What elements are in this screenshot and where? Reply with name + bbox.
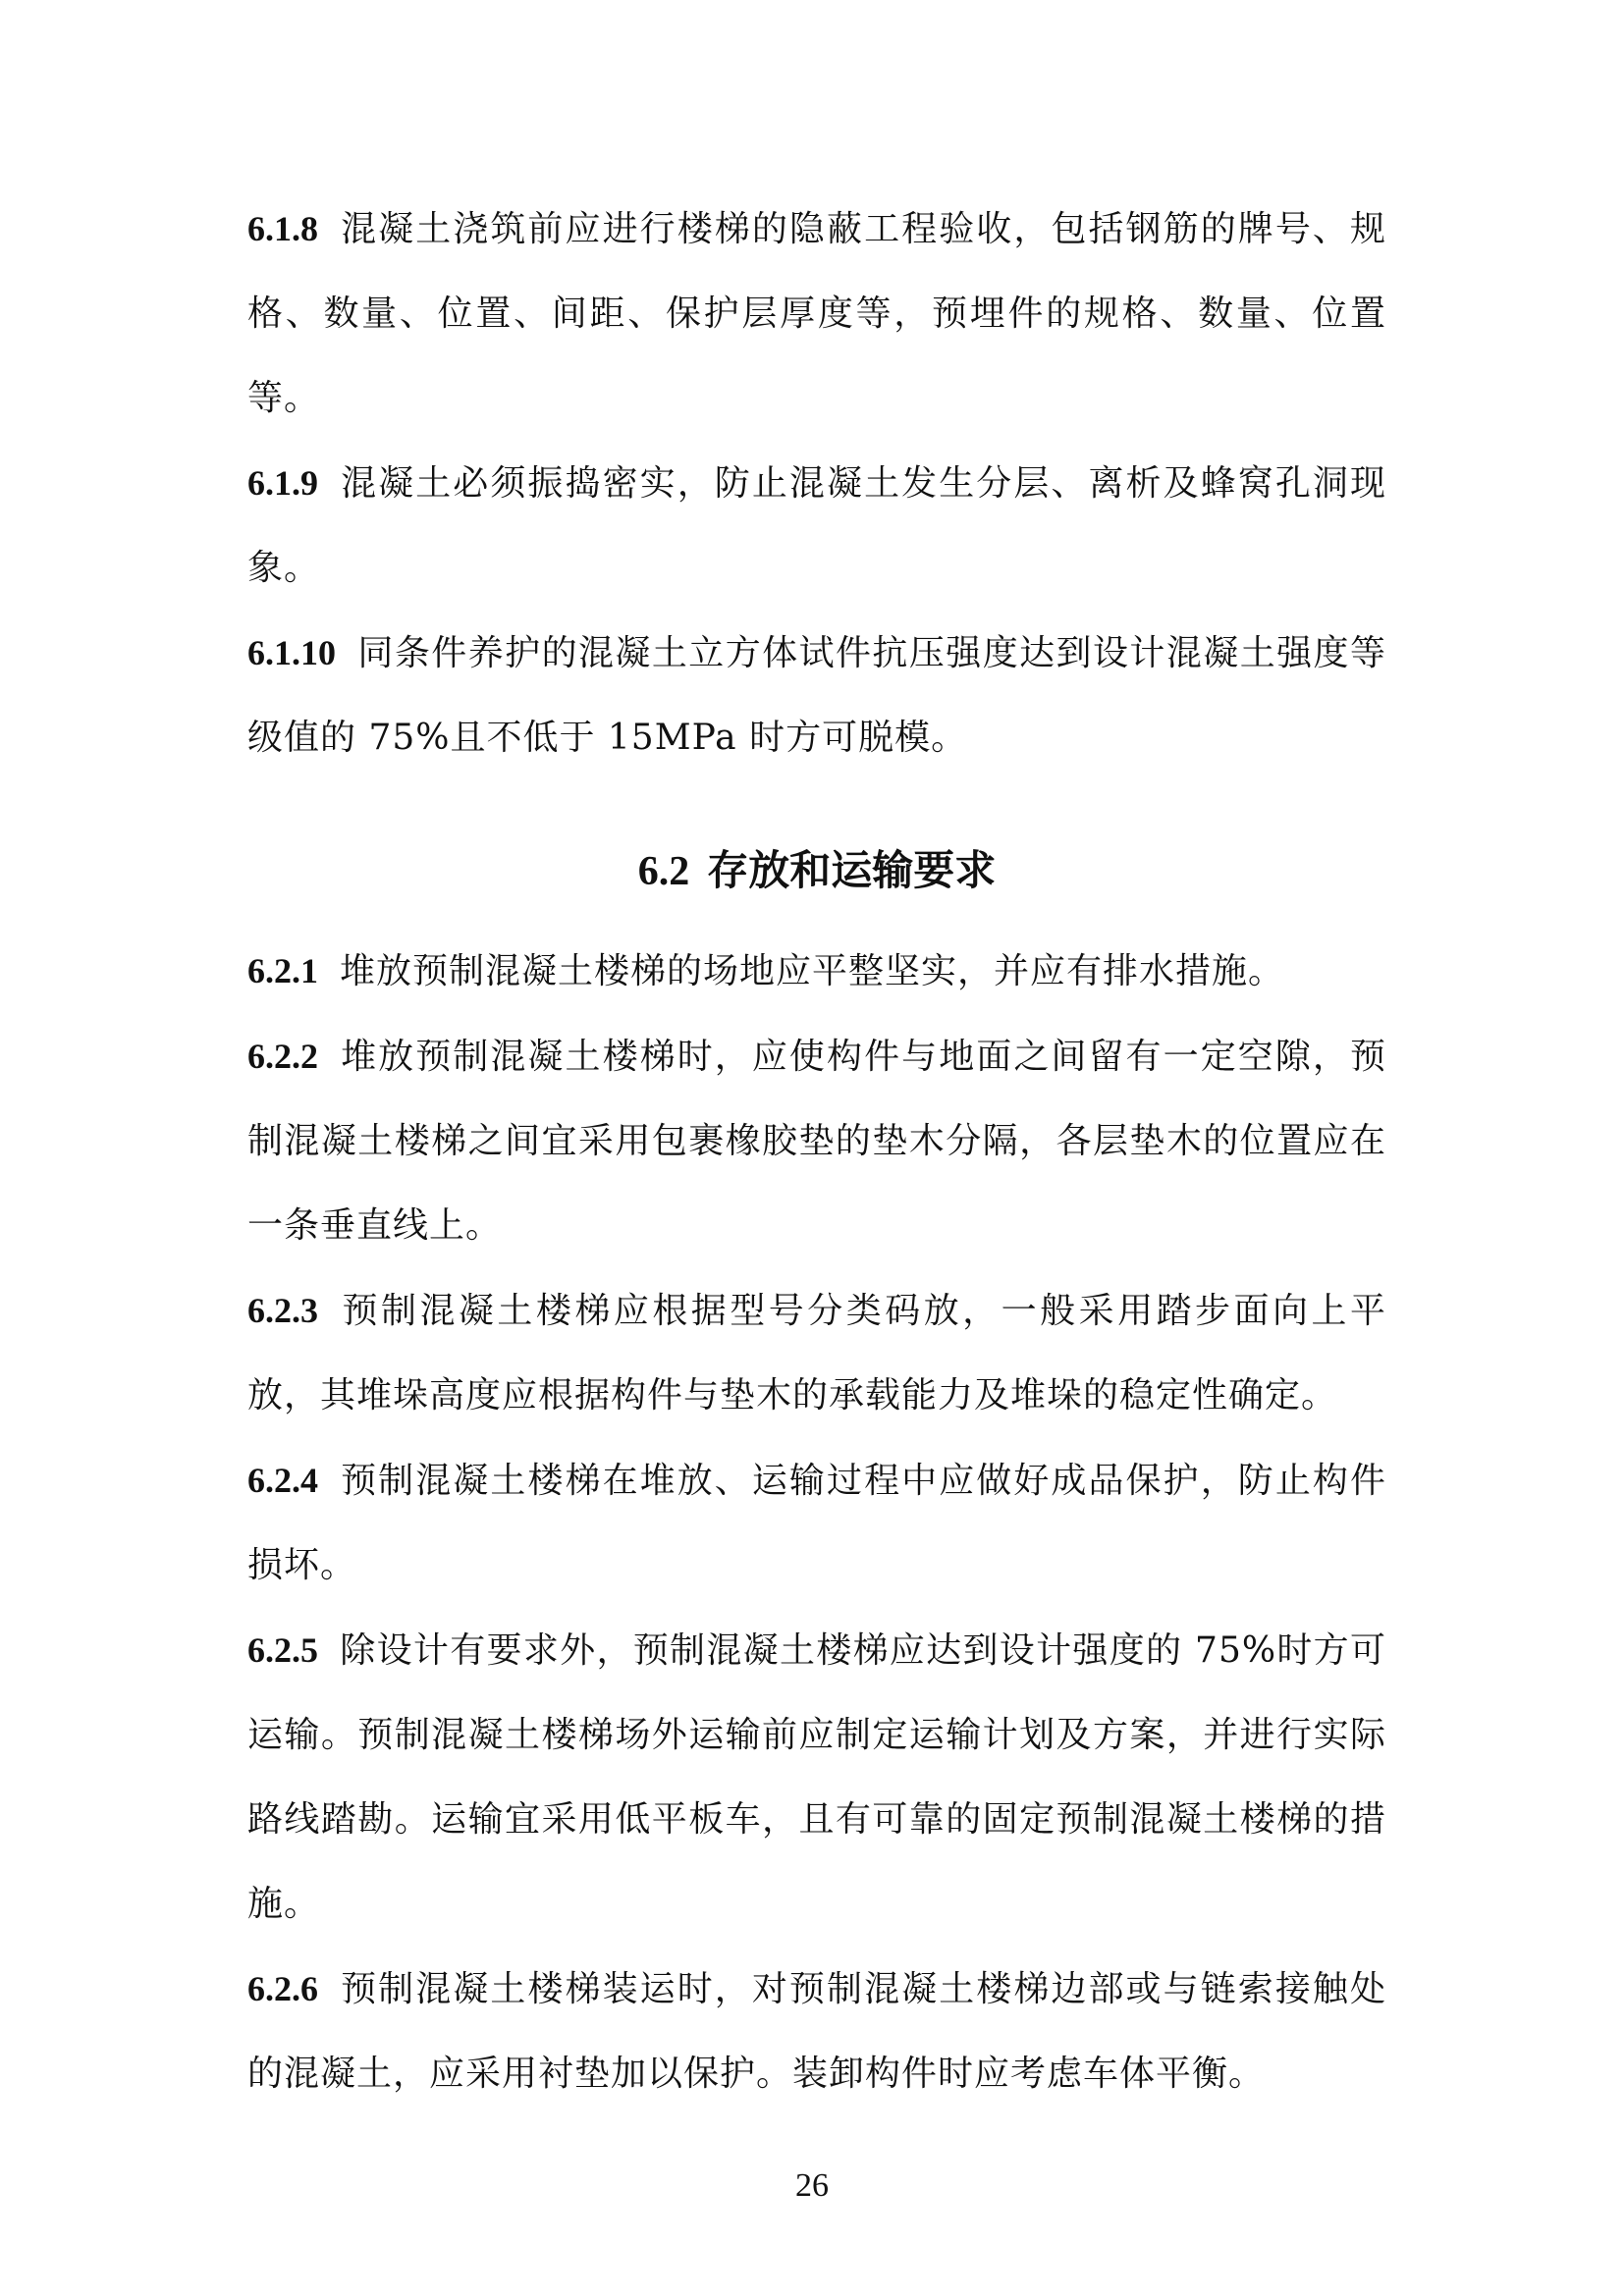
clause-6-2-6 bbox=[247, 1947, 1386, 2116]
clause-6-1-10 bbox=[247, 611, 1386, 780]
clause-text: 堆放预制混凝土楼梯的场地应平整坚实，并应有排水措施。 bbox=[340, 951, 1285, 991]
clause-text: 同条件养护的混凝土立方体试件抗压强度达到设计混凝土强度等级值的 75%且不低于 15MPa 时方可脱模。 bbox=[247, 633, 1386, 758]
clause-number: 6.2.5 bbox=[247, 1630, 318, 1670]
clause-text: 预制混凝土楼梯在堆放、运输过程中应做好成品保护，防止构件损坏。 bbox=[247, 1461, 1386, 1585]
clause-text: 预制混凝土楼梯应根据型号分类码放，一般采用踏步面向上平放，其堆垛高度应根据构件与垫木的承载能力及堆垛的稳定性确定。 bbox=[247, 1291, 1386, 1415]
clause-text: 堆放预制混凝土楼梯时，应使构件与地面之间留有一定空隙，预制混凝土楼梯之间宜采用包裹橡胶垫的垫木分隔，各层垫木的位置应在一条垂直线上。 bbox=[247, 1037, 1386, 1246]
clause-6-2-4 bbox=[247, 1438, 1386, 1608]
clause-text: 混凝土必须振捣密实，防止混凝土发生分层、离析及蜂窝孔洞现象。 bbox=[247, 463, 1386, 588]
clause-text: 混凝土浇筑前应进行楼梯的隐蔽工程验收，包括钢筋的牌号、规格、数量、位置、间距、保护层厚度等，预埋件的规格、数量、位置等。 bbox=[247, 209, 1386, 418]
clause-6-1-9 bbox=[247, 441, 1386, 611]
clause-number: 6.2.2 bbox=[247, 1037, 318, 1076]
clause-text: 除设计有要求外，预制混凝土楼梯应达到设计强度的 75%时方可运输。预制混凝土楼梯场外运输前应制定运输计划及方案，并进行实际路线踏勘。运输宜采用低平板车，且有可靠的固定预制混凝土楼梯的措施。 bbox=[247, 1630, 1386, 1924]
clause-number: 6.2.6 bbox=[247, 1969, 318, 2008]
clause-6-2-2 bbox=[247, 1014, 1386, 1268]
clause-number: 6.2.1 bbox=[247, 951, 318, 990]
clause-number: 6.1.8 bbox=[247, 209, 318, 248]
clause-6-2-1 bbox=[247, 929, 1386, 1014]
clause-number: 6.1.9 bbox=[247, 463, 318, 503]
clause-6-2-5 bbox=[247, 1608, 1386, 1947]
clause-number: 6.2.4 bbox=[247, 1461, 318, 1500]
document-body bbox=[247, 187, 1386, 2116]
page-number: 26 bbox=[795, 2167, 829, 2204]
clause-6-2-3 bbox=[247, 1268, 1386, 1438]
section-number: 6.2 bbox=[637, 849, 690, 894]
clause-number: 6.2.3 bbox=[247, 1291, 318, 1330]
clause-number: 6.1.10 bbox=[247, 633, 336, 672]
clause-text: 预制混凝土楼梯装运时，对预制混凝土楼梯边部或与链索接触处的混凝土，应采用衬垫加以保护。装卸构件时应考虑车体平衡。 bbox=[247, 1969, 1386, 2094]
clause-6-1-8 bbox=[247, 187, 1386, 441]
section-heading bbox=[247, 841, 1386, 901]
section-title-text: 存放和运输要求 bbox=[707, 846, 997, 894]
